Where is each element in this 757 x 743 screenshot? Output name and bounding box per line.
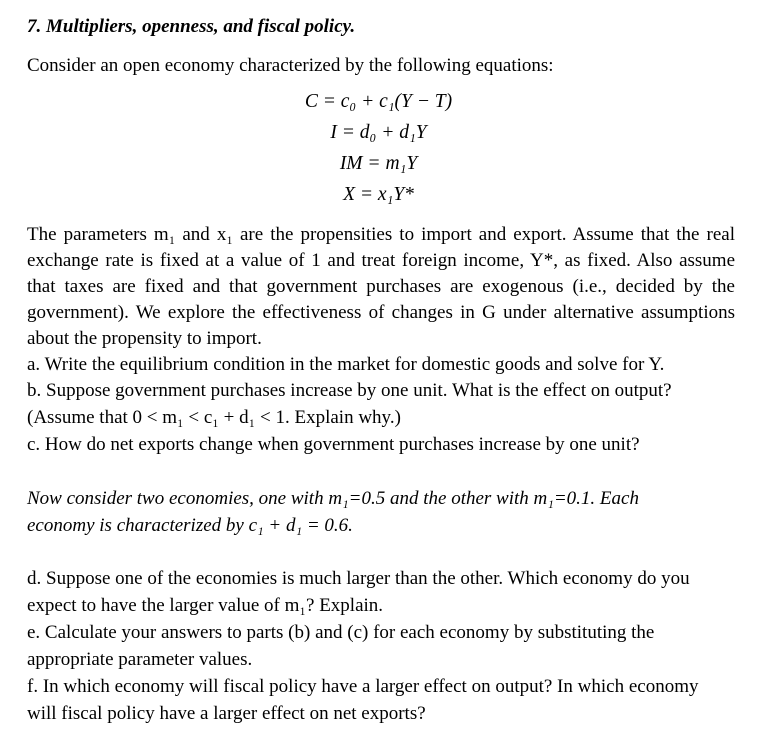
question-line: expect to have the larger value of m₁? Explain. bbox=[27, 595, 384, 616]
paragraph-line: Now consider two economies, one with m₁=0.5 and the other with m₁=0.1. Each bbox=[27, 488, 639, 509]
paragraph-line: about the propensity to import. bbox=[27, 328, 262, 349]
problem-title: 7. Multipliers, openness, and fiscal policy. bbox=[27, 16, 356, 37]
question-line: f. In which economy will fiscal policy have a larger effect on output? In which economy bbox=[27, 676, 699, 697]
question-line: will fiscal policy have a larger effect on net exports? bbox=[27, 703, 426, 724]
paragraph-line: exchange rate is fixed at a value of 1 and treat foreign income, Y*, as fixed. Also assume bbox=[27, 250, 735, 271]
question-c: c. How do net exports change when government purchases increase by one unit? bbox=[27, 434, 640, 455]
question-b: b. Suppose government purchases increase by one unit. What is the effect on output? bbox=[27, 380, 672, 401]
equation-exports: X = x₁Y* bbox=[343, 184, 414, 205]
question-a: a. Write the equilibrium condition in the market for domestic goods and solve for Y. bbox=[27, 354, 665, 375]
question-b-note: (Assume that 0 < m₁ < c₁ + d₁ < 1. Explain why.) bbox=[27, 407, 401, 428]
intro-text: Consider an open economy characterized by the following equations: bbox=[27, 55, 554, 76]
paragraph-line: that taxes are fixed and that government purchases are exogenous (i.e., decided by the bbox=[27, 276, 735, 297]
equation-imports: IM = m₁Y bbox=[339, 153, 418, 174]
equation-investment: I = d₀ + d₁Y bbox=[330, 122, 427, 143]
paragraph-line: The parameters m₁ and x₁ are the propensities to import and export. Assume that the real bbox=[27, 224, 735, 245]
question-line: e. Calculate your answers to parts (b) and (c) for each economy by substituting the bbox=[27, 622, 655, 643]
paragraph-line: economy is characterized by c₁ + d₁ = 0.6. bbox=[27, 515, 353, 536]
paragraph-line: government). We explore the effectiveness of changes in G under alternative assumptions bbox=[27, 302, 735, 323]
question-line: appropriate parameter values. bbox=[27, 649, 253, 670]
question-line: d. Suppose one of the economies is much larger than the other. Which economy do you bbox=[27, 568, 690, 589]
equation-consumption: C = c₀ + c₁(Y − T) bbox=[304, 91, 453, 112]
